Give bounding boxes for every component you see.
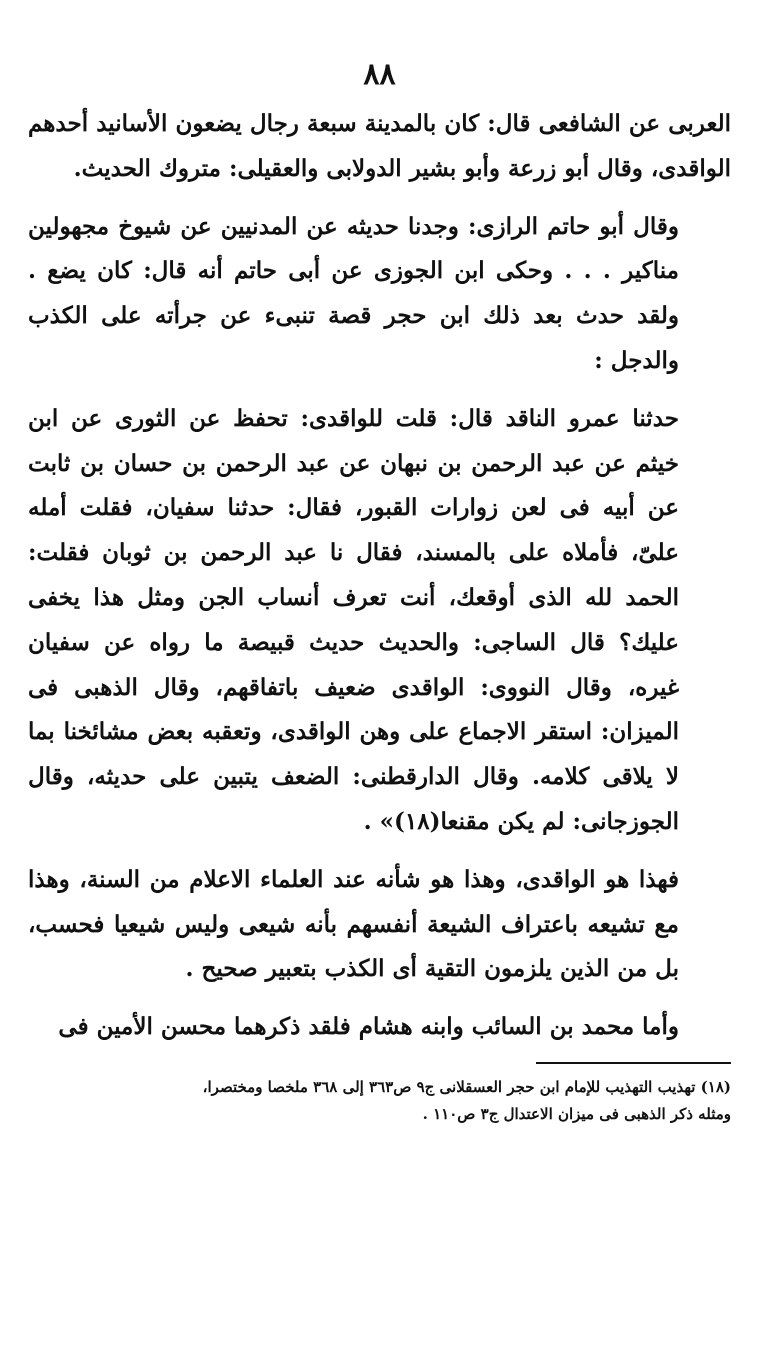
page-number: ٨٨ (363, 57, 396, 92)
paragraph-1: العربى عن الشافعى قال: كان بالمدينة سبعة رجال يضعون الأسانيد أحدهم الواقدى، وقال أبو زرعة وأبو بشير الدولابى والعقيلى: متروك الحديث. (28, 110, 731, 182)
paragraph-4: فهذا هو الواقدى، وهذا هو شأنه عند العلماء الاعلام من السنة، وهذا مع تشيعه باعتراف الشيعة أنفسهم بأنه شيعى وليس شيعيا فحسب، بل من الذين يلزمون التقية أى الكذب بتعبير صحيح . (28, 865, 679, 983)
paragraph-3: حدثنا عمرو الناقد قال: قلت للواقدى: تحفظ عن الثورى عن ابن خيثم عن عبد الرحمن بن نبهان عن عبد الرحمن بن حسان بن ثابت عن أبيه فى لعن زوارات القبور، فقال: حدثنا سفيان، فقلت أمله علىّ، فأملاه على بالمسند، فقال نا عبد الرحمن بن ثوبان فقلت: الحمد لله الذى أوقعك، أنت تعرف أنساب الجن ومثل هذا يخفى عليك؟ قال الساجى: والحديث حديث قبيصة ما رواه عن سفيان غيره، وقال النووى: الواقدى ضعيف باتفاقهم، وقال الذهبى فى الميزان: استقر الاجماع على وهن الواقدى، وتعقبه بعض مشائخنا بما لا يلاقى كلامه. وقال الدارقطنى: الضعف يتبين على حديثه، وقال الجوزجانى: لم يكن مقنعا(١٨)» . (28, 404, 679, 835)
footnote-divider (536, 1062, 731, 1064)
paragraph-2: وقال أبو حاتم الرازى: وجدنا حديثه عن المدنيين عن شيوخ مجهولين مناكير . . . وحكى ابن الجوزى عن أبى حاتم أنه قال: كان يضع . ولقد حدث بعد ذلك ابن حجر قصة تنبىء عن جرأته على الكذب والدجل : (28, 212, 679, 374)
footnotes (28, 1074, 731, 1128)
footnote-line-1: (١٨) تهذيب التهذيب للإمام ابن حجر العسقلانى ج٩ ص٣٦٣ إلى ٣٦٨ ملخصا ومختصرا، (202, 1077, 731, 1096)
footnote-line-2: ومثله ذكر الذهبى فى ميزان الاعتدال ج٣ ص١١٠ . (422, 1104, 731, 1123)
paragraph-5: وأما محمد بن السائب وابنه هشام فلقد ذكرهما محسن الأمين فى (58, 1013, 679, 1041)
body-text (28, 102, 731, 1050)
